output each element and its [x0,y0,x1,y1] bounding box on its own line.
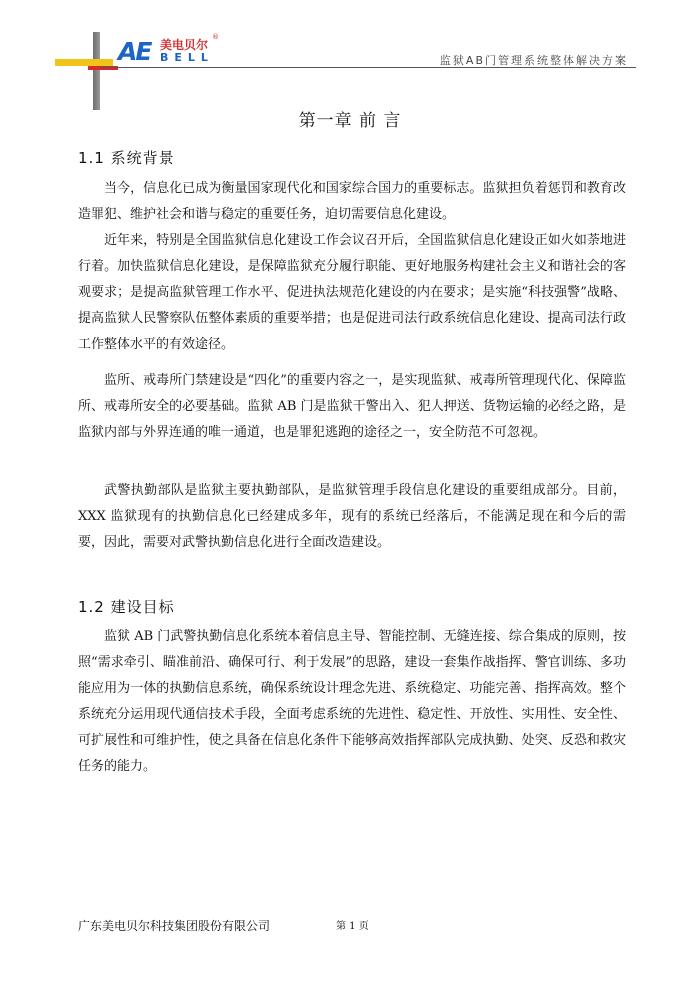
logo-brand-letters: AE [118,37,151,66]
header-divider [100,67,636,68]
logo-chinese-name: 美电贝尔 [160,38,209,52]
logo-english-name: BELL [160,51,214,64]
footer-company-name: 广东美电贝尔科技集团股份有限公司 [78,919,271,933]
page-header [0,0,700,110]
footer-page-number: 第 1 页 [336,921,369,932]
paragraph: 当今，信息化已成为衡量国家现代化和国家综合国力的重要标志。监狱担负着惩罚和教育改造罪犯、维护社会和谐与稳定的重要任务，迫切需要信息化建设。 [78,181,626,222]
paragraph: 监狱 AB 门武警执勤信息化系统本着信息主导、智能控制、无缝连接、综合集成的原则，按照“需求牵引、瞄准前沿、确保可行、利于发展”的思路，建设一套集作战指挥、警官训练、多功能应用为一体的执勤信息系统，确保系统设计理念先进、系统稳定、功能完善、指挥高效。整个系统充分运用现代通信技术手段，全面考虑系统的先进性、稳定性、开放性、实用性、安全性、可扩展性和可维护性，使之具备在信息化条件下能够高效指挥部队完成执勤、处突、反恐和救灾任务的能力。 [78,629,626,774]
document-title: 监狱AB门管理系统整体解决方案 [439,54,628,67]
logo-registered-mark: ® [212,33,219,41]
section-heading-goals: 1.2 建设目标 [78,598,175,616]
company-logo [118,33,219,67]
section-heading-background: 1.1 系统背景 [78,149,175,167]
header-decoration-yellow-bar [55,59,113,66]
chapter-title: 第一章 前 言 [298,111,402,131]
paragraph: 近年来，特别是全国监狱信息化建设工作会议召开后，全国监狱信息化建设正如火如荼地进行着。加快监狱信息化建设，是保障监狱充分履行职能、更好地服务构建社会主义和谐社会的客观要求；是提高监狱管理工作水平、促进执法规范化建设的内在要求；是实施“科技强警”战略、提高监狱人民警察队伍整体素质的重要举措；也是促进司法行政系统信息化建设、提高司法行政工作整体水平的有效途径。 [78,233,626,352]
header-decoration-vertical-bar [93,32,100,110]
paragraph: 监所、戒毒所门禁建设是“四化”的重要内容之一，是实现监狱、戒毒所管理现代化、保障监所、戒毒所安全的必要基础。监狱 AB 门是监狱干警出入、犯人押送、货物运输的必经之路，是监狱内部与外界连通的唯一通道，也是罪犯逃跑的途径之一，安全防范不可忽视。 [78,373,626,440]
paragraph: 武警执勤部队是监狱主要执勤部队，是监狱管理手段信息化建设的重要组成部分。目前，XXX 监狱现有的执勤信息化已经建成多年，现有的系统已经落后，不能满足现在和今后的需要，因此，需要对武警执勤信息化进行全面改造建设。 [78,483,626,550]
